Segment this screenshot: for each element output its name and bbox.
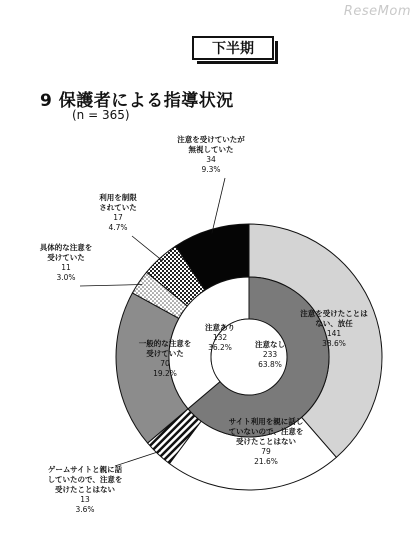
inner-label-2-count: 132 [212,333,228,342]
outer-label-5-percent: 3.0% [56,273,76,282]
outer-label-7-line-1: 注意を受けていたが [177,135,245,144]
outer-label-6-count: 17 [113,213,123,222]
outer-label-3-percent: 3.6% [75,505,95,514]
outer-leader-line-7 [212,178,225,233]
outer-label-6-percent: 4.7% [108,223,128,232]
inner-label-1-line-1: 注意なし [255,340,285,349]
outer-label-7-line-2: 無視していた [188,145,234,154]
outer-label-2-count: 79 [261,447,271,456]
chart-subtitle: (n = 365) [72,108,130,122]
outer-leader-line-5 [80,284,142,286]
outer-label-1-count: 141 [326,329,342,338]
resemom-watermark: ReseMom [343,4,411,19]
outer-label-2-percent: 21.6% [254,457,278,466]
outer-label-4-percent: 19.2% [153,369,177,378]
outer-label-3-count: 13 [80,495,90,504]
outer-label-1-line-1: 注意を受けたことは [300,309,368,318]
outer-label-1-line-2: ない、放任 [315,319,353,328]
outer-label-3-line-3: 受けたことはない [55,485,115,494]
outer-label-3-line-2: していたので、注意を [47,475,123,484]
outer-label-4-line-2: 受けていた [146,349,184,358]
outer-label-2-line-3: 受けたことはない [236,437,296,446]
outer-label-2-line-1: サイト利用を親に話し [228,417,304,426]
outer-label-1-percent: 38.6% [322,339,346,348]
outer-leader-line-6 [132,236,163,261]
inner-label-2-percent: 36.2% [208,343,232,352]
outer-label-7-count: 34 [206,155,216,164]
outer-label-6-line-2: されていた [99,203,137,212]
outer-label-4-line-1: 一般的な注意を [138,339,192,348]
inner-label-1-count: 233 [262,350,278,359]
inner-label-1-percent: 63.8% [258,360,282,369]
inner-label-2-line-1: 注意あり [205,323,235,332]
outer-label-6-line-1: 利用を制限 [99,193,137,202]
outer-label-5-count: 11 [61,263,71,272]
outer-leader-line-3 [115,451,161,466]
chart-title: 9 保護者による指導状況 [40,91,234,111]
outer-label-7-percent: 9.3% [201,165,221,174]
outer-label-4-count: 70 [160,359,170,368]
outer-label-3-line-1: ゲームサイトと親に話 [47,465,123,474]
outer-label-5-line-1: 具体的な注意を [39,243,93,252]
outer-label-2-line-2: ていないので、注意を [228,427,304,436]
period-label: 下半期 [212,41,254,57]
outer-label-5-line-2: 受けていた [47,253,85,262]
